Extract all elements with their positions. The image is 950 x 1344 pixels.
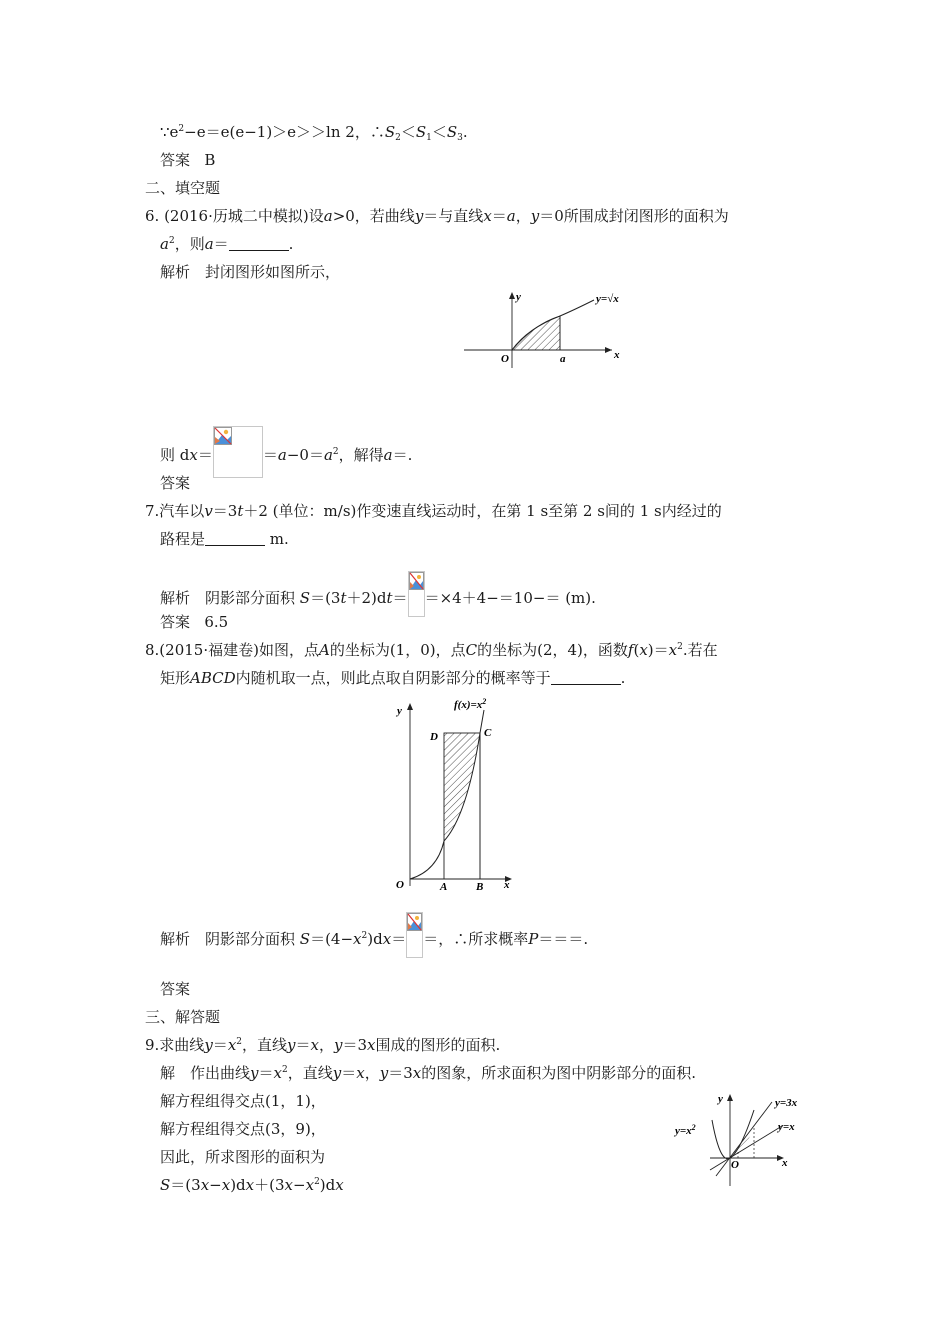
q8-fig-d-label: D (430, 731, 438, 743)
formula-image-placeholder (213, 426, 263, 478)
q6-fig-y-label: y (516, 291, 521, 303)
q8-line-2: 矩形ABCD内随机取一点，则此点取自阴影部分的概率等于 . (160, 669, 626, 687)
section-heading-fill-blank: 二、填空题 (145, 179, 221, 197)
q7-answer-line: 答案 6.5 (160, 613, 229, 631)
q8-fig-func-label: $f(x)=x^2$ (454, 697, 487, 711)
q6-fig-origin-label: O (501, 353, 509, 365)
q8-fig-c-label: C (484, 727, 492, 739)
q9-figure-curves (672, 1090, 812, 1190)
broken-image-icon (407, 913, 422, 931)
q9-fig-x-label: x (782, 1157, 788, 1169)
formula-image-placeholder (406, 912, 423, 958)
q6-fig-x-label: x (614, 349, 620, 361)
q8-solution-line: 解析 阴影部分面积 $S=(4-x^2)dx=$ ＝，∴所求概率P＝＝＝. (160, 912, 588, 958)
answer-line-q5: 答案 B (160, 151, 216, 169)
q6-figure-sqrt-curve (462, 288, 642, 368)
q9-line-2: 解 作出曲线$y=x^2$，直线y＝x，y＝3x的图象，所求面积为图中阴影部分的面积. (160, 1064, 696, 1082)
q6-fig-curve-label: y=√x (596, 293, 619, 305)
q9-fig-origin-label: O (731, 1159, 739, 1171)
q7-line-1: 7.汽车以v＝3t＋2 (单位：m/s)作变速直线运动时，在第 1 s至第 2 s间的 1 s内经过的 (145, 502, 722, 520)
q9-fig-yx2-label: $y=x^2$ (675, 1123, 696, 1137)
q9-line-1: 9.求曲线$y=x^2$，直线y＝x，y＝3x围成的图形的面积. (145, 1036, 501, 1054)
q9-line-4: 解方程组得交点(3，9)， (160, 1120, 326, 1138)
broken-image-icon (214, 427, 232, 445)
answer-blank (205, 545, 265, 546)
broken-image-icon (409, 572, 424, 590)
q9-fig-y3x-label: y=3x (775, 1097, 798, 1109)
q6-calc-line: 则 dx＝ $=a-0=a^2$，解得a＝. (160, 426, 412, 478)
q9-line-6: $S=(3x-x)dx+(3x-x^2)dx$ (160, 1176, 344, 1194)
section-heading-solve: 三、解答题 (145, 1008, 221, 1026)
answer-blank (229, 250, 289, 251)
q9-fig-y-label: y (718, 1093, 723, 1105)
q8-fig-x-label: x (504, 879, 510, 891)
q9-fig-yx-label: y=x (778, 1121, 795, 1133)
q8-fig-y-label: y (397, 705, 402, 717)
q9-line-3: 解方程组得交点(1，1)， (160, 1092, 326, 1110)
q8-line-1: 8.(2015·福建卷)如图，点A的坐标为(1，0)，点C的坐标为(2，4)，函数$f(x)=x^2$.若在 (145, 641, 718, 659)
q6-fig-a-label: a (560, 353, 566, 365)
q9-line-5: 因此，所求图形的面积为 (160, 1148, 326, 1166)
q6-line-1: 6. (2016·历城二中模拟)设a>0，若曲线y＝与直线x＝a，y＝0所围成封闭图形的面积为 (145, 207, 729, 225)
formula-image-placeholder (408, 571, 425, 617)
q8-fig-b-label: B (476, 881, 484, 892)
q8-fig-origin-label: O (396, 879, 404, 891)
q6-line-2: $a^2$，则a＝ . (160, 235, 294, 253)
answer-blank (551, 684, 621, 685)
q8-fig-a-label: A (440, 881, 448, 892)
q6-solution-intro: 解析 封闭图形如图所示， (160, 263, 341, 281)
q6-answer-line: 答案 (160, 474, 191, 492)
q7-line-2: 路程是 m. (160, 530, 289, 548)
q8-answer-line: 答案 (160, 980, 191, 998)
proof-line: $\because e^2-e=e(e-1)>e>>\ln$ 2，$\therefore S_2<S_1<S_3$. (160, 123, 468, 143)
q7-solution-line: 解析 阴影部分面积 S＝(3t＋2)dt＝ ＝×4＋4−＝10−＝ (m). (160, 571, 596, 617)
q8-figure-parabola-rectangle (392, 696, 522, 892)
